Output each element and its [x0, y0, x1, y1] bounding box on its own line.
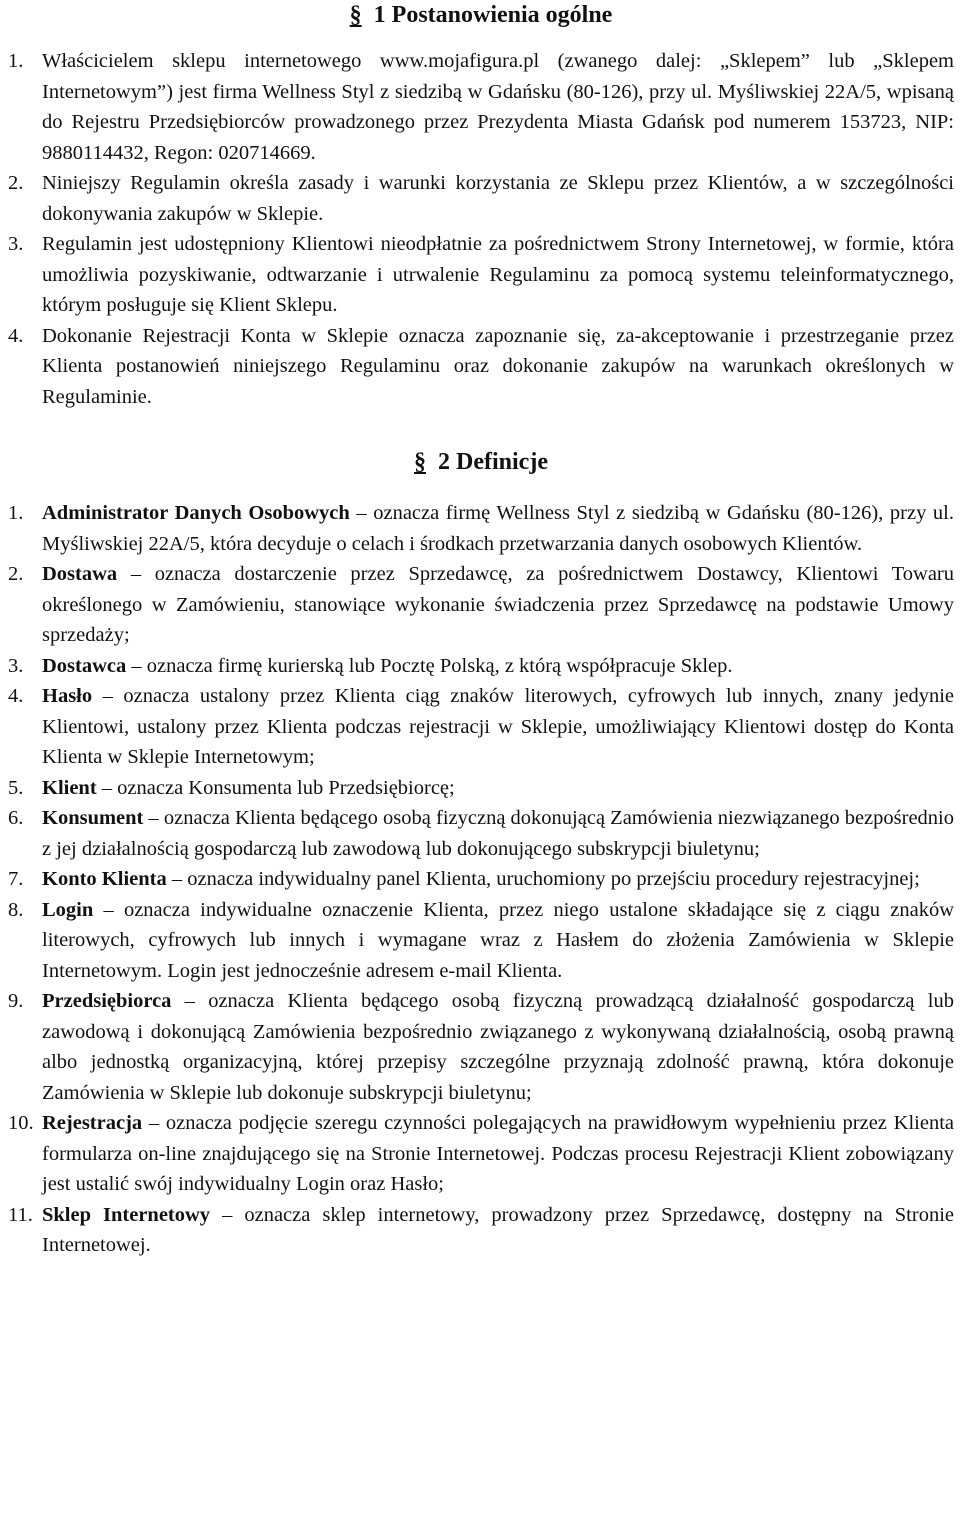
- definition-body: – oznacza podjęcie szeregu czynności polegających na prawidłowym wypełnieniu przez Klienta formularza on-line znajdującego się na Stronie Internetowej. Podczas procesu Rejestracji Klient zobowiązany jest ustalić swój indywidualny Login oraz Hasło;: [42, 1112, 954, 1195]
- definition-term: Przedsiębiorca: [42, 990, 172, 1012]
- definition-item: [8, 651, 954, 682]
- definition-text: [42, 651, 954, 682]
- definition-body: – oznacza ustalony przez Klienta ciąg znaków literowych, cyfrowych lub innych, znany jedynie Klientowi, ustalony przez Klienta podczas rejestracji w Sklepie, umożliwiający Klientowi dostęp do Konta Klienta w Sklepie Internetowym;: [42, 685, 954, 768]
- list-item: [8, 321, 954, 413]
- definition-text: [42, 681, 954, 773]
- definition-term: Rejestracja: [42, 1112, 143, 1134]
- definition-term: Login: [42, 898, 94, 921]
- general-provisions-list: [8, 46, 954, 412]
- section-sign: §: [349, 2, 362, 28]
- definition-item: [8, 1108, 954, 1200]
- definitions-list: [8, 498, 954, 1261]
- definition-body: – oznacza firmę Wellness Styl z siedzibą w Gdańsku (80-126), przy ul. Myśliwskiej 22A/5, która decyduje o celach i środkach przetwarzania danych osobowych Klientów.: [42, 502, 954, 555]
- item-number: 7.: [8, 868, 24, 890]
- item-number: 3.: [8, 654, 24, 677]
- definition-text: [42, 559, 954, 651]
- item-text: Regulamin jest udostępniony Klientowi nieodpłatnie za pośrednictwem Strony Internetowej, w formie, która umożliwia pozyskiwanie, odtwarzanie i utrwalenie Regulaminu za pomocą systemu teleinformatycznego, którym posługuje się Klient Sklepu.: [42, 233, 954, 316]
- definition-text: [42, 803, 954, 864]
- item-number: 4.: [8, 324, 24, 347]
- list-item: [8, 168, 954, 229]
- definition-body: – oznacza indywidualne oznaczenie Klienta, przez niego ustalone składające się z ciągu znaków literowych, cyfrowych lub innych i wymagane wraz z Hasłem do złożenia Zamówienia w Sklepie Internetowym. Login jest jednocześnie adresem e-mail Klienta.: [42, 898, 954, 982]
- definition-item: [8, 864, 954, 895]
- section-title-text: 1 Postanowienia ogólne: [373, 2, 613, 28]
- item-number: 9.: [8, 990, 24, 1012]
- list-item: [8, 229, 954, 321]
- definition-text: [42, 864, 954, 895]
- definition-text: [42, 895, 954, 987]
- definition-term: Dostawa: [42, 563, 118, 585]
- definition-body: – oznacza Klienta będącego osobą fizyczną dokonującą Zamówienia niezwiązanego bezpośrednio z jej działalnością gospodarczą lub zawodową lub dokonującego subskrypcji biuletynu;: [42, 807, 954, 860]
- section-sign: §: [414, 449, 427, 475]
- item-text: Dokonanie Rejestracji Konta w Sklepie oznacza zapoznanie się, za-akceptowanie i przestrzeganie przez Klienta postanowień niniejszego Regulaminu oraz dokonanie zakupów na warunkach określonych w Regulaminie.: [42, 324, 954, 408]
- item-number: 3.: [8, 233, 24, 255]
- list-item: [8, 46, 954, 168]
- definition-term: Konsument: [42, 807, 144, 829]
- definition-term: Dostawca: [42, 654, 127, 677]
- section-title-text: 2 Definicje: [438, 449, 548, 475]
- definition-item: [8, 1200, 954, 1261]
- definition-text: [42, 1200, 954, 1261]
- item-number: 4.: [8, 685, 24, 707]
- definition-term: Konto Klienta: [42, 868, 167, 890]
- item-number: 11.: [8, 1203, 33, 1226]
- definition-term: Sklep Internetowy: [42, 1203, 211, 1226]
- section-heading-general: [8, 0, 954, 30]
- definition-body: – oznacza firmę kurierską lub Pocztę Polską, z którą współpracuje Sklep.: [126, 654, 733, 677]
- item-number: 1.: [8, 50, 24, 72]
- definition-item: [8, 773, 954, 804]
- definition-item: [8, 498, 954, 559]
- item-text: Właścicielem sklepu internetowego www.mojafigura.pl (zwanego dalej: „Sklepem” lub „Sklepem Internetowym”) jest firma Wellness Styl z siedzibą w Gdańsku (80-126), przy ul. Myśliwskiej 22A/5, wpisaną do Rejestru Przedsiębiorców prowadzonego przez Prezydenta Miasta Gdańsk pod numerem 153723, NIP: 9880114432, Regon: 020714669.: [42, 50, 954, 164]
- definition-text: [42, 498, 954, 559]
- item-number: 8.: [8, 898, 24, 921]
- definition-item: [8, 803, 954, 864]
- definition-body: – oznacza Konsumenta lub Przedsiębiorcę;: [96, 776, 455, 799]
- item-text: Niniejszy Regulamin określa zasady i warunki korzystania ze Sklepu przez Klientów, a w szczególności dokonywania zakupów w Sklepie.: [42, 172, 954, 225]
- item-number: 6.: [8, 807, 24, 829]
- item-number: 2.: [8, 563, 24, 585]
- definition-item: [8, 559, 954, 651]
- definition-body: – oznacza indywidualny panel Klienta, uruchomiony po przejściu procedury rejestracyjnej;: [166, 868, 920, 890]
- item-number: 5.: [8, 776, 24, 799]
- definition-text: [42, 773, 954, 804]
- definition-term: Klient: [42, 776, 97, 799]
- definition-body: – oznacza sklep internetowy, prowadzony przez Sprzedawcę, dostępny na Stronie Internetowej.: [42, 1203, 954, 1256]
- definition-body: – oznacza Klienta będącego osobą fizyczną prowadzącą działalność gospodarczą lub zawodową i dokonującą Zamówienia bezpośrednio związanego z wykonywaną działalnością, osobą prawną albo jednostką organizacyjną, której przepisy szczególne przyznają zdolność prawną, która dokonuje Zamówienia w Sklepie lub dokonuje subskrypcji biuletynu;: [42, 990, 954, 1104]
- definition-term: Hasło: [42, 685, 93, 707]
- section-heading-definitions: [8, 447, 954, 477]
- item-number: 2.: [8, 172, 24, 194]
- definition-item: [8, 895, 954, 987]
- definition-body: – oznacza dostarczenie przez Sprzedawcę, za pośrednictwem Dostawcy, Klientowi Towaru określonego w Zamówieniu, stanowiące wykonanie świadczenia przez Sprzedawcę na podstawie Umowy sprzedaży;: [42, 563, 954, 646]
- item-number: 10.: [8, 1112, 34, 1134]
- definition-item: [8, 986, 954, 1108]
- definition-text: [42, 986, 954, 1108]
- definition-item: [8, 681, 954, 773]
- definition-term: Administrator Danych Osobowych: [42, 502, 350, 524]
- definition-text: [42, 1108, 954, 1200]
- item-number: 1.: [8, 502, 24, 524]
